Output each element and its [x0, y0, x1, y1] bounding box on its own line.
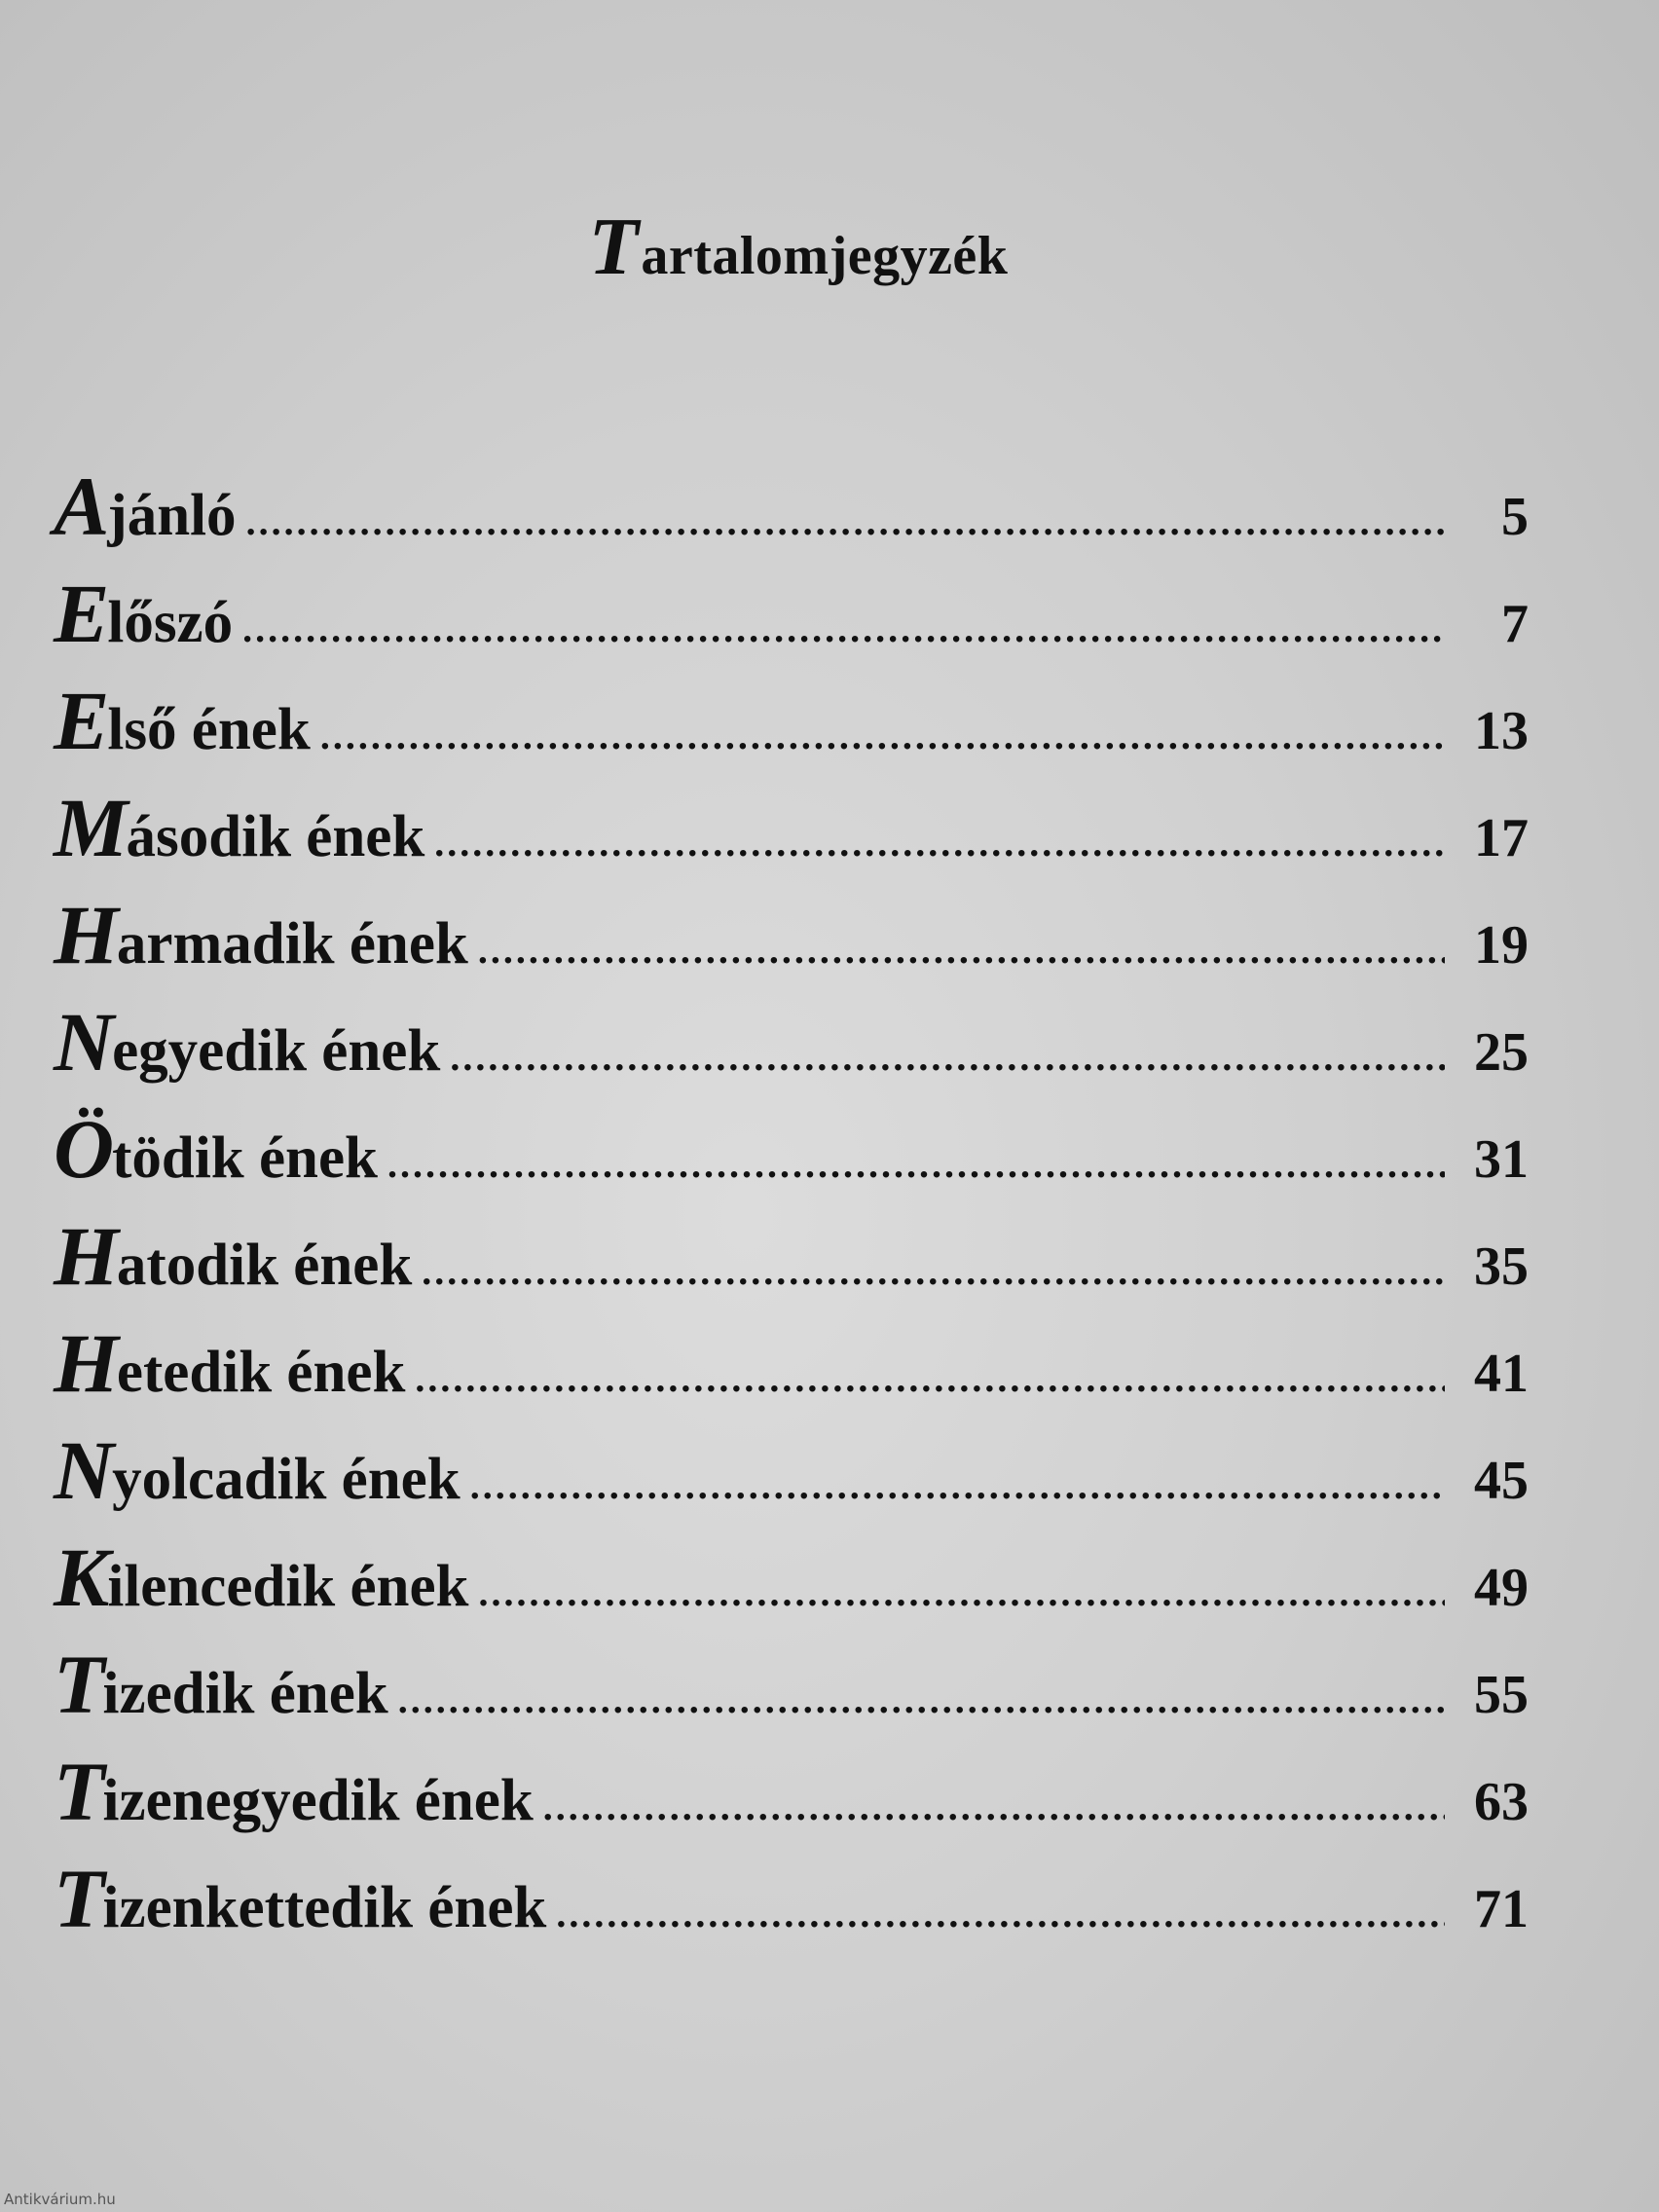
entry-label [54, 458, 237, 555]
entry-initial: T [54, 1638, 103, 1731]
toc-entry [54, 458, 1529, 565]
entry-text: ásodik ének [126, 804, 425, 869]
toc-entry [54, 1207, 1529, 1314]
toc-entry [54, 1743, 1529, 1850]
page-number: 45 [1474, 1451, 1529, 1511]
entry-text: etedik ének [116, 1340, 406, 1405]
entry-label [54, 1636, 388, 1733]
dot-leader [415, 1359, 1445, 1398]
dot-leader [434, 824, 1445, 863]
entry-text: lső ének [107, 697, 311, 762]
entry-label [54, 1421, 461, 1519]
toc-entry [54, 993, 1529, 1100]
entry-label [54, 1207, 412, 1305]
toc-entry [54, 1100, 1529, 1207]
toc-entry [54, 1850, 1529, 1957]
page-number: 7 [1501, 594, 1529, 654]
entry-label [54, 886, 468, 983]
dot-leader [422, 1252, 1445, 1291]
page-number: 17 [1474, 808, 1529, 868]
page-number: 13 [1474, 701, 1529, 761]
entry-text: armadik ének [116, 911, 468, 977]
page-number: 41 [1474, 1344, 1529, 1404]
watermark: Antikvárium.hu [4, 2191, 116, 2208]
toc-entry [54, 1314, 1529, 1421]
entry-text: ilencedik ének [107, 1554, 469, 1619]
entry-label [54, 1529, 468, 1626]
entry-text: atodik ének [116, 1233, 413, 1298]
toc-entry [54, 1421, 1529, 1529]
page-number: 19 [1474, 915, 1529, 976]
dot-leader [470, 1466, 1445, 1505]
entry-initial: A [54, 460, 108, 553]
entry-initial: E [54, 674, 108, 767]
page-number: 63 [1474, 1772, 1529, 1832]
entry-initial: M [54, 781, 127, 874]
page-number: 31 [1474, 1129, 1529, 1190]
entry-text: izedik ének [102, 1661, 388, 1726]
toc-entry [54, 1529, 1529, 1636]
page-number: 25 [1474, 1022, 1529, 1083]
title-rest: artalomjegyzék [641, 226, 1009, 286]
entry-text: lőszó [107, 590, 234, 655]
entry-initial: T [54, 1745, 103, 1838]
entry-label [54, 993, 440, 1090]
entry-initial: N [54, 1423, 113, 1517]
entry-text: tödik ének [112, 1125, 378, 1191]
dot-leader [556, 1895, 1445, 1934]
entry-text: yolcadik ének [112, 1447, 461, 1512]
page-number: 55 [1474, 1665, 1529, 1725]
page-title [0, 200, 1597, 294]
entry-initial: H [54, 888, 117, 981]
toc-entry [54, 1636, 1529, 1743]
entry-initial: H [54, 1209, 117, 1303]
dot-leader [387, 1145, 1445, 1184]
dot-leader [478, 1573, 1445, 1612]
entry-label [54, 1314, 405, 1412]
dot-leader [242, 609, 1445, 648]
page-number: 49 [1474, 1558, 1529, 1618]
entry-initial: Ö [54, 1102, 113, 1196]
entry-initial: H [54, 1316, 117, 1410]
page-number: 71 [1474, 1879, 1529, 1939]
toc-entry [54, 779, 1529, 886]
dot-leader [543, 1788, 1445, 1826]
dot-leader [246, 502, 1445, 541]
entry-text: jánló [107, 483, 237, 548]
entry-label [54, 1743, 534, 1840]
entry-text: izenkettedik ének [102, 1875, 547, 1940]
entry-initial: N [54, 995, 113, 1088]
toc-entry [54, 886, 1529, 993]
toc-list [54, 458, 1529, 1957]
entry-label [54, 779, 424, 876]
dot-leader [320, 717, 1445, 756]
entry-label [54, 672, 311, 769]
dot-leader [478, 931, 1445, 970]
entry-label [54, 1100, 378, 1198]
dot-leader [450, 1038, 1445, 1077]
toc-entry [54, 565, 1529, 672]
entry-label [54, 1850, 546, 1947]
entry-text: egyedik ének [112, 1018, 441, 1084]
entry-initial: T [54, 1852, 103, 1945]
entry-label [54, 565, 233, 662]
title-initial: T [588, 202, 640, 292]
entry-initial: E [54, 567, 108, 660]
entry-initial: K [54, 1530, 108, 1624]
page-number: 5 [1501, 487, 1529, 547]
dot-leader [398, 1680, 1445, 1719]
toc-entry [54, 672, 1529, 779]
entry-text: izenegyedik ének [102, 1768, 534, 1833]
page-number: 35 [1474, 1236, 1529, 1297]
